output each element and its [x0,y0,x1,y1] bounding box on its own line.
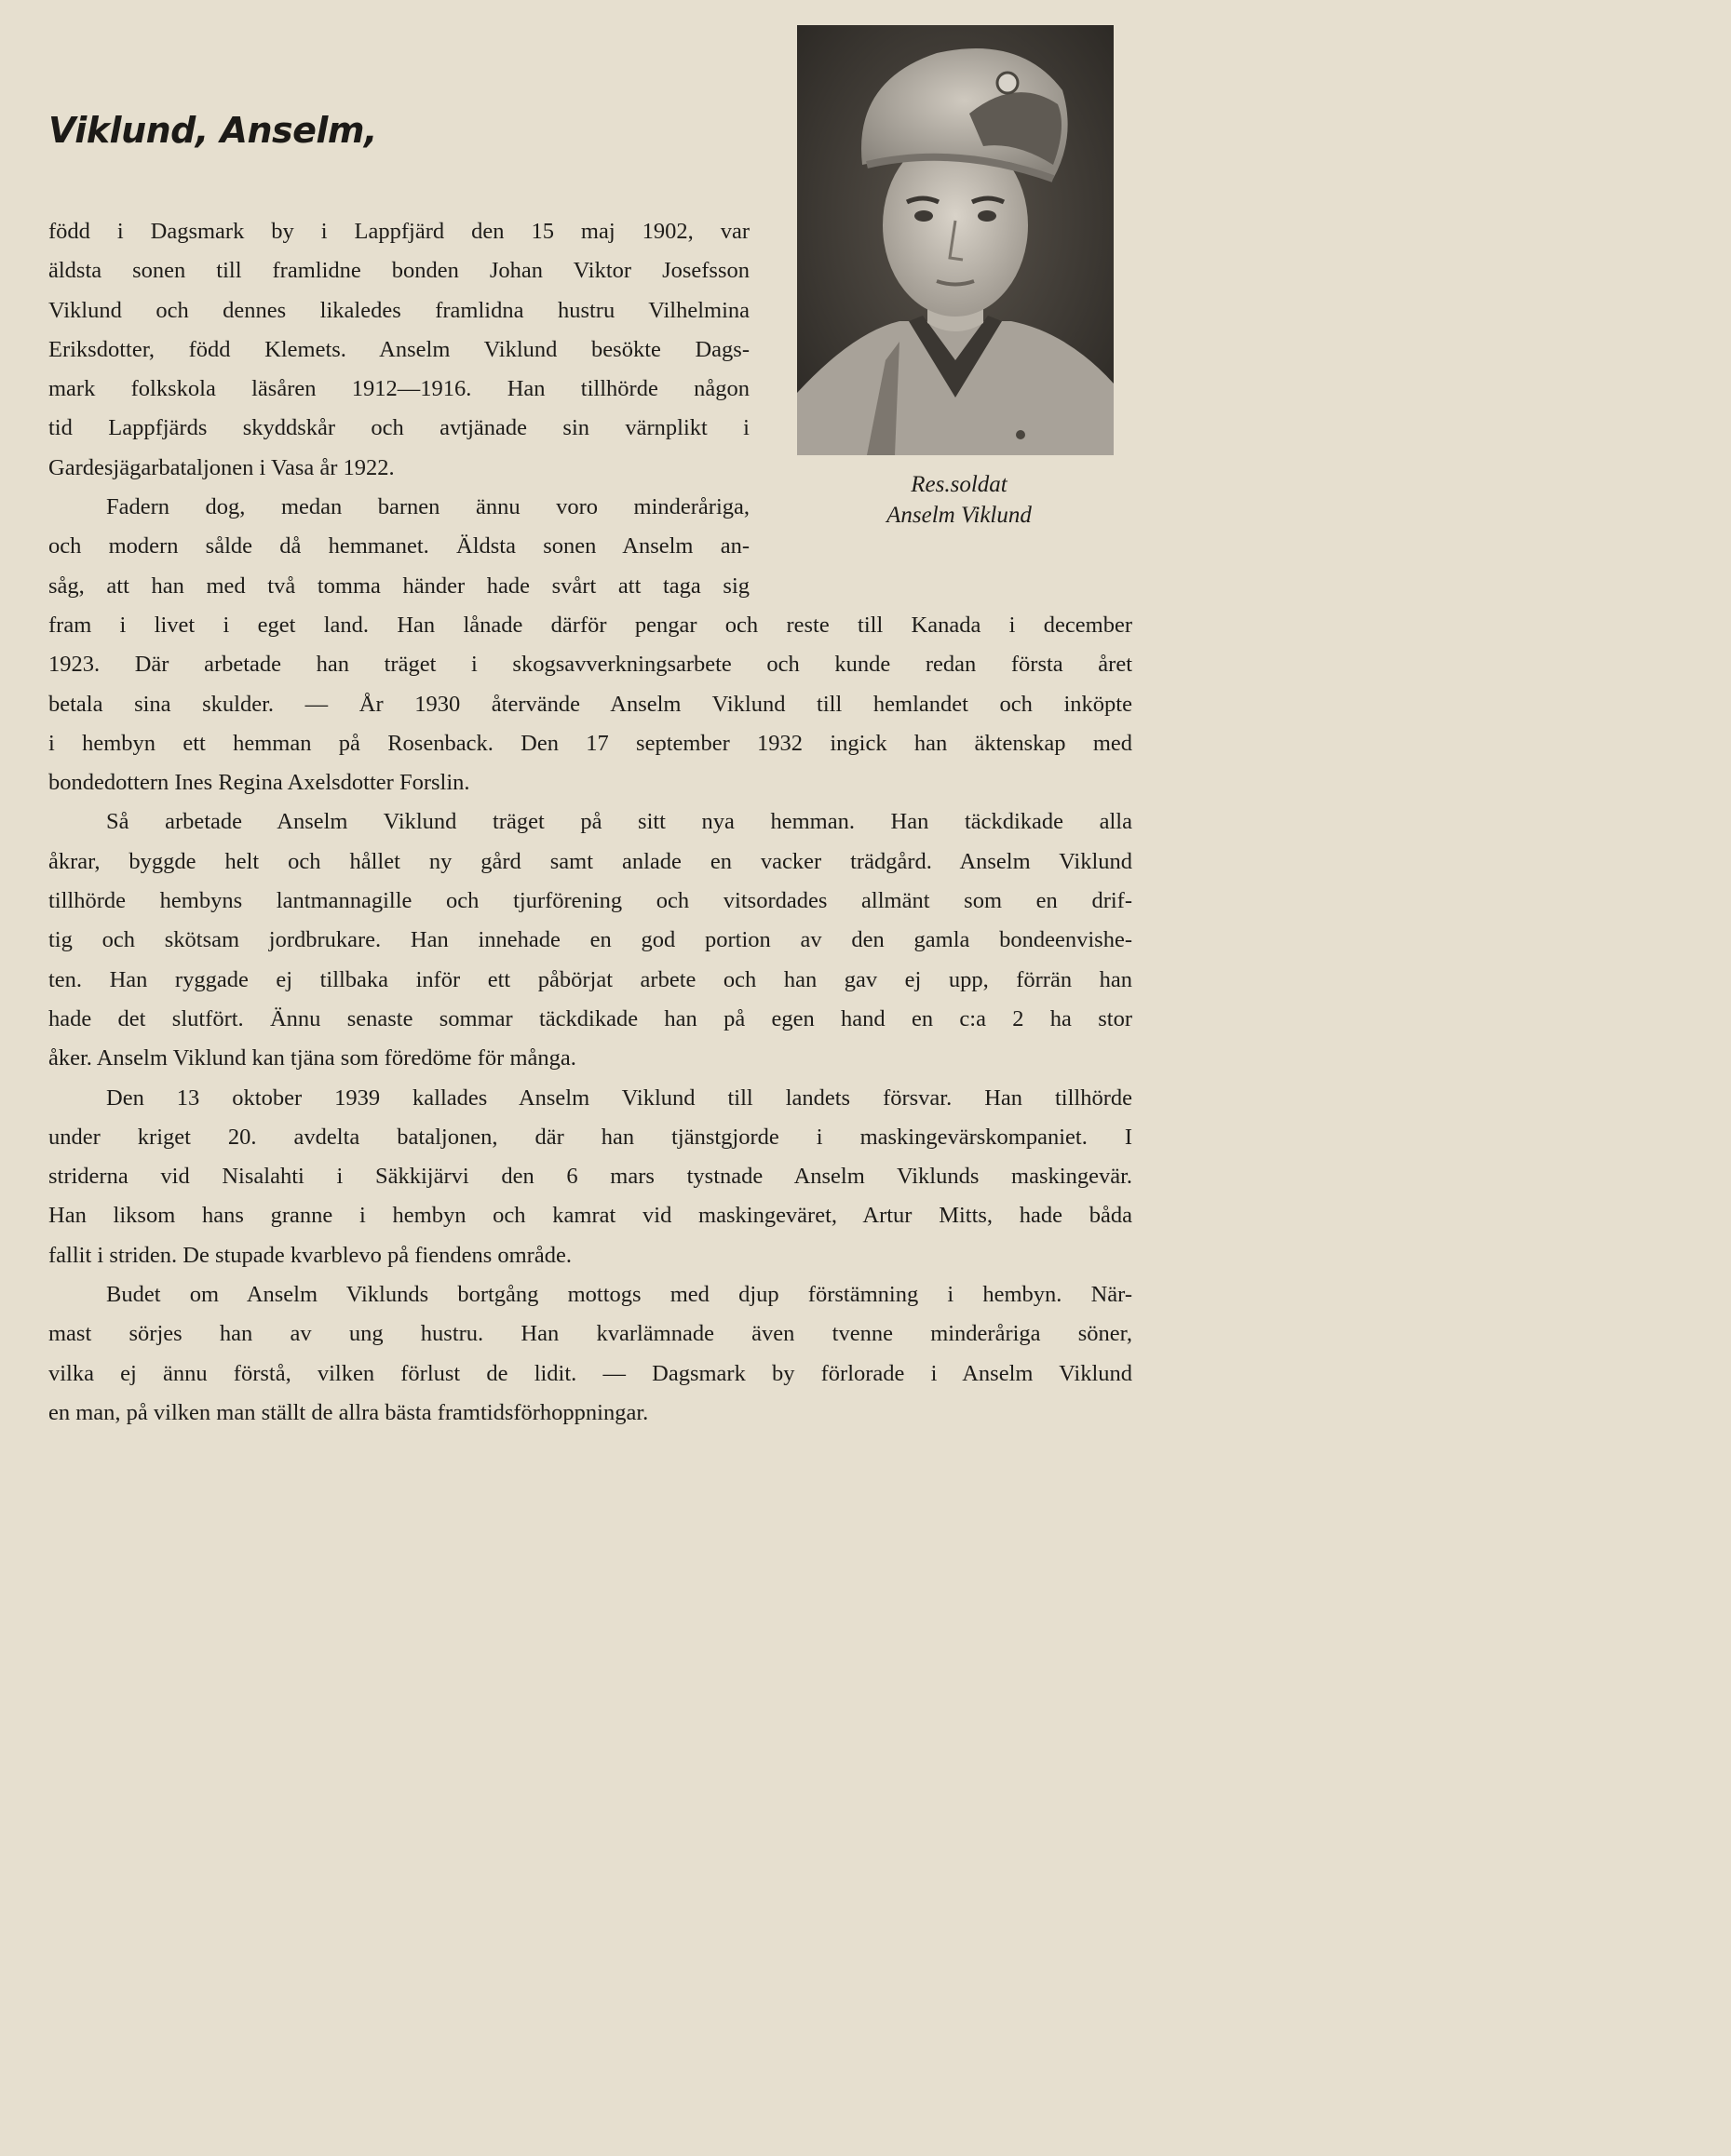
biography-text [48,212,1132,1433]
text-line: 1923. Där arbetade han träget i skogsavverkningsarbete och kunde redan första året [48,652,1132,678]
caption-rank: Res.soldat [911,472,1007,497]
text-line: en man, på vilken man ställt de allra bästa framtidsförhoppningar. [48,1399,649,1425]
text-line: tid Lappfjärds skyddskår och avtjänade sin värnplikt i [48,415,750,441]
text-line: tig och skötsam jordbrukare. Han innehade en god portion av den gamla bondeenvishe- [48,927,1132,953]
text-line: och modern sålde då hemmanet. Äldsta sonen Anselm an- [48,533,750,559]
text-line: Den 13 oktober 1939 kallades Anselm Viklund till landets försvar. Han tillhörde [106,1085,1132,1111]
caption-name: Anselm Viklund [886,503,1032,528]
text-line: född i Dagsmark by i Lappfjärd den 15 maj 1902, var [48,219,750,244]
text-line: vilka ej ännu förstå, vilken förlust de lidit. — Dagsmark by förlorade i Anselm Viklund [48,1360,1132,1386]
text-line: åker. Anselm Viklund kan tjäna som föredöme för många. [48,1045,576,1071]
text-line: under kriget 20. avdelta bataljonen, där han tjänstgjorde i maskingevärskompaniet. I [48,1124,1132,1150]
text-line: äldsta sonen till framlidne bonden Johan Viktor Josefsson [48,258,750,284]
text-line: Fadern dog, medan barnen ännu voro minderåriga, [106,494,750,520]
text-line: åkrar, byggde helt och hållet ny gård samt anlade en vacker trädgård. Anselm Viklund [48,848,1132,874]
text-line: Eriksdotter, född Klemets. Anselm Viklund besökte Dags- [48,336,750,362]
text-line: bondedottern Ines Regina Axelsdotter Forslin. [48,770,470,796]
text-line: Han liksom hans granne i hembyn och kamrat vid maskingeväret, Artur Mitts, hade båda [48,1203,1132,1229]
text-line: Så arbetade Anselm Viklund träget på sitt nya hemman. Han täckdikade alla [106,809,1132,835]
text-line: Viklund och dennes likaledes framlidna hustru Vilhelmina [48,297,750,323]
document-page [0,0,1172,1460]
text-line: i hembyn ett hemman på Rosenback. Den 17 september 1932 ingick han äktenskap med [48,730,1132,756]
text-line: striderna vid Nisalahti i Säkkijärvi den 6 mars tystnade Anselm Viklunds maskingevär. [48,1164,1132,1190]
text-line: ten. Han ryggade ej tillbaka inför ett påbörjat arbete och han gav ej upp, förrän han [48,966,1132,992]
text-line: Gardesjägarbataljonen i Vasa år 1922. [48,454,395,480]
text-line: såg, att han med två tomma händer hade svårt att taga sig [48,573,750,599]
text-line: tillhörde hembyns lantmannagille och tjurförening och vitsordades allmänt som en drif- [48,888,1132,914]
text-line: hade det slutfört. Ännu senaste sommar täckdikade han på egen hand en c:a 2 ha stor [48,1005,1132,1031]
text-line: betala sina skulder. — År 1930 återvände Anselm Viklund till hemlandet och inköpte [48,691,1132,717]
text-line: mark folkskola läsåren 1912—1916. Han tillhörde någon [48,376,750,402]
text-line: fallit i striden. De stupade kvarblevo på fiendens område. [48,1242,572,1268]
text-line: Budet om Anselm Viklunds bortgång mottogs med djup förstämning i hembyn. När- [106,1282,1132,1308]
entry-heading: Viklund, Anselm, [48,110,377,151]
text-line: fram i livet i eget land. Han lånade därför pengar och reste till Kanada i december [48,612,1132,638]
text-line: mast sörjes han av ung hustru. Han kvarlämnade även tvenne minderåriga söner, [48,1321,1132,1347]
